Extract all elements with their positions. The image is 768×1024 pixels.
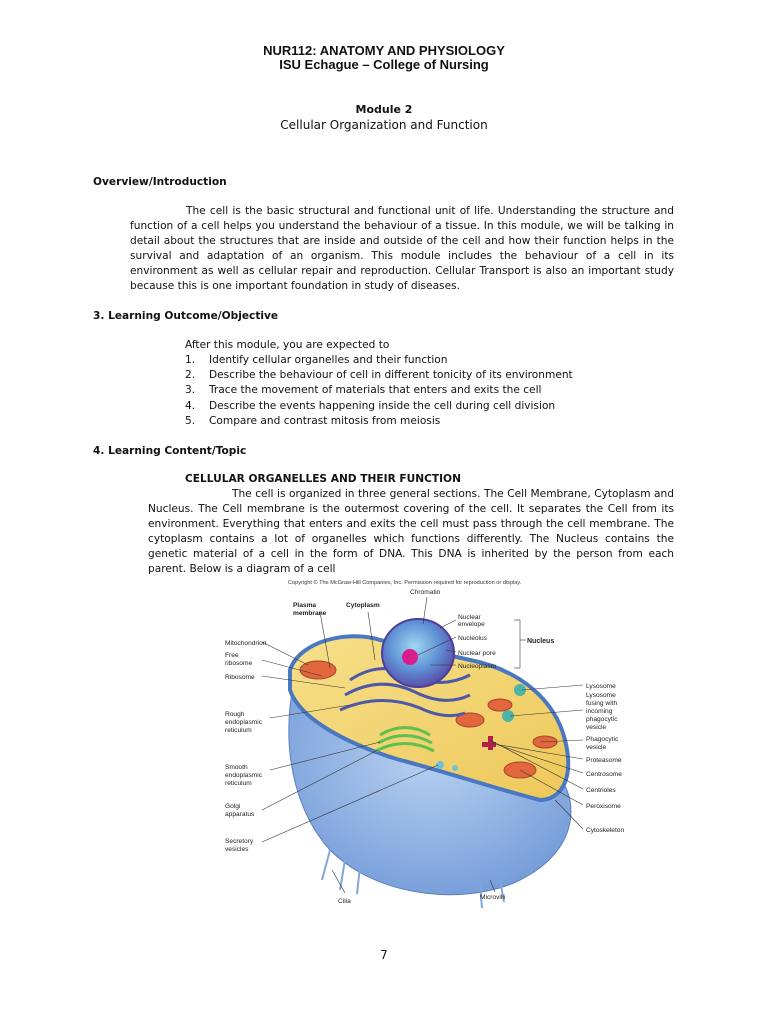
list-item: 5. Compare and contrast mitosis from meiosis <box>185 414 441 427</box>
nucleolus <box>402 649 418 665</box>
module-title: Cellular Organization and Function <box>280 118 488 132</box>
svg-text:Nucleoplasm: Nucleoplasm <box>458 663 497 670</box>
vesicle <box>452 765 458 771</box>
copyright-notice: Copyright © The McGraw-Hill Companies, Inc. Permission required for reproduction or display. <box>288 580 522 586</box>
svg-text:Secretory: Secretory <box>225 838 254 845</box>
svg-text:Lysosome: Lysosome <box>586 692 616 699</box>
content-subheading: CELLULAR ORGANELLES AND THEIR FUNCTION <box>185 473 461 485</box>
mitochondrion <box>488 699 512 711</box>
vesicle <box>436 761 444 769</box>
svg-text:Plasma: Plasma <box>293 602 317 609</box>
svg-text:vesicles: vesicles <box>225 846 249 853</box>
svg-text:Microvilli: Microvilli <box>480 894 506 901</box>
svg-text:Peroxisome: Peroxisome <box>586 803 621 810</box>
list-item: 1. Identify cellular organelles and their function <box>185 354 448 366</box>
svg-text:endoplasmic: endoplasmic <box>225 719 263 726</box>
list-item: 3. Trace the movement of materials that enters and exits the cell <box>185 384 542 397</box>
svg-text:Chromatin: Chromatin <box>410 589 441 596</box>
svg-text:fusing with: fusing with <box>586 700 618 707</box>
svg-text:membrane: membrane <box>293 610 327 617</box>
svg-text:Free: Free <box>225 652 239 659</box>
outcomes-heading: 3. Learning Outcome/Objective <box>93 310 279 322</box>
svg-text:apparatus: apparatus <box>225 811 255 818</box>
svg-text:Nucleolus: Nucleolus <box>458 635 487 642</box>
svg-text:reticulum: reticulum <box>225 727 252 734</box>
svg-text:envelope: envelope <box>458 621 485 628</box>
cell-illustration <box>289 619 571 908</box>
content-heading: 4. Learning Content/Topic <box>93 445 247 457</box>
svg-text:Proteasome: Proteasome <box>586 757 622 764</box>
svg-text:vesicle: vesicle <box>586 744 607 751</box>
svg-text:endoplasmic: endoplasmic <box>225 772 263 779</box>
svg-text:Ribosome: Ribosome <box>225 674 255 681</box>
svg-text:Rough: Rough <box>225 711 245 718</box>
svg-text:incoming: incoming <box>586 708 613 715</box>
svg-text:vesicle: vesicle <box>586 724 607 731</box>
svg-text:Phagocytic: Phagocytic <box>586 736 619 743</box>
svg-text:Nuclear: Nuclear <box>458 614 481 621</box>
svg-text:Centrioles: Centrioles <box>586 787 616 794</box>
svg-text:Mitochondrion: Mitochondrion <box>225 640 267 647</box>
overview-heading: Overview/Introduction <box>93 176 227 188</box>
page-number: 7 <box>380 948 388 962</box>
school-name: ISU Echague – College of Nursing <box>279 57 489 72</box>
svg-text:Cytoplasm: Cytoplasm <box>346 602 380 609</box>
svg-text:Nuclear pore: Nuclear pore <box>458 650 496 657</box>
svg-text:Cytoskeleton: Cytoskeleton <box>586 827 625 834</box>
outcomes-intro: After this module, you are expected to <box>185 339 390 351</box>
svg-text:Lysosome: Lysosome <box>586 683 616 690</box>
svg-text:reticulum: reticulum <box>225 780 252 787</box>
svg-text:ribosome: ribosome <box>225 660 253 667</box>
svg-text:Nucleus: Nucleus <box>527 638 555 645</box>
svg-text:phagocytic: phagocytic <box>586 716 618 723</box>
nucleus <box>382 619 454 687</box>
svg-text:Smooth: Smooth <box>225 764 248 771</box>
list-item: 2. Describe the behaviour of cell in different tonicity of its environment <box>185 369 573 382</box>
svg-text:Golgi: Golgi <box>225 803 241 810</box>
module-number: Module 2 <box>355 103 413 116</box>
svg-text:Centrosome: Centrosome <box>586 771 622 778</box>
course-title: NUR112: ANATOMY AND PHYSIOLOGY <box>263 43 505 58</box>
overview-paragraph: The cell is the basic structural and functional unit of life. Understanding the structure and function of a cell helps you understand the behaviour of a tissue. In this module, we will be talking in detail about the structures that are inside and outside of the cell and how their function helps in the survival and adaptation of an organism. This module includes the behaviour of a cell in its environment as well as cellular repair and reproduction. Cellular Transport is also an important study because this is one important foundation in study of diseases. <box>130 205 674 292</box>
content-paragraph: The cell is organized in three general sections. The Cell Membrane, Cytoplasm and Nucleus. The Cell membrane is the outermost covering of the cell. It separates the Cell from its environment. Everything that enters and exits the cell must pass through the cell membrane. The cytoplasm contains a lot of organelles which functions differently. The Nucleus contains the genetic material of a cell in the form of DNA. This DNA is inherited by the person from each parent. Below is a diagram of a cell <box>148 488 674 575</box>
list-item: 4. Describe the events happening inside the cell during cell division <box>185 399 556 412</box>
svg-text:Cilia: Cilia <box>338 898 351 905</box>
